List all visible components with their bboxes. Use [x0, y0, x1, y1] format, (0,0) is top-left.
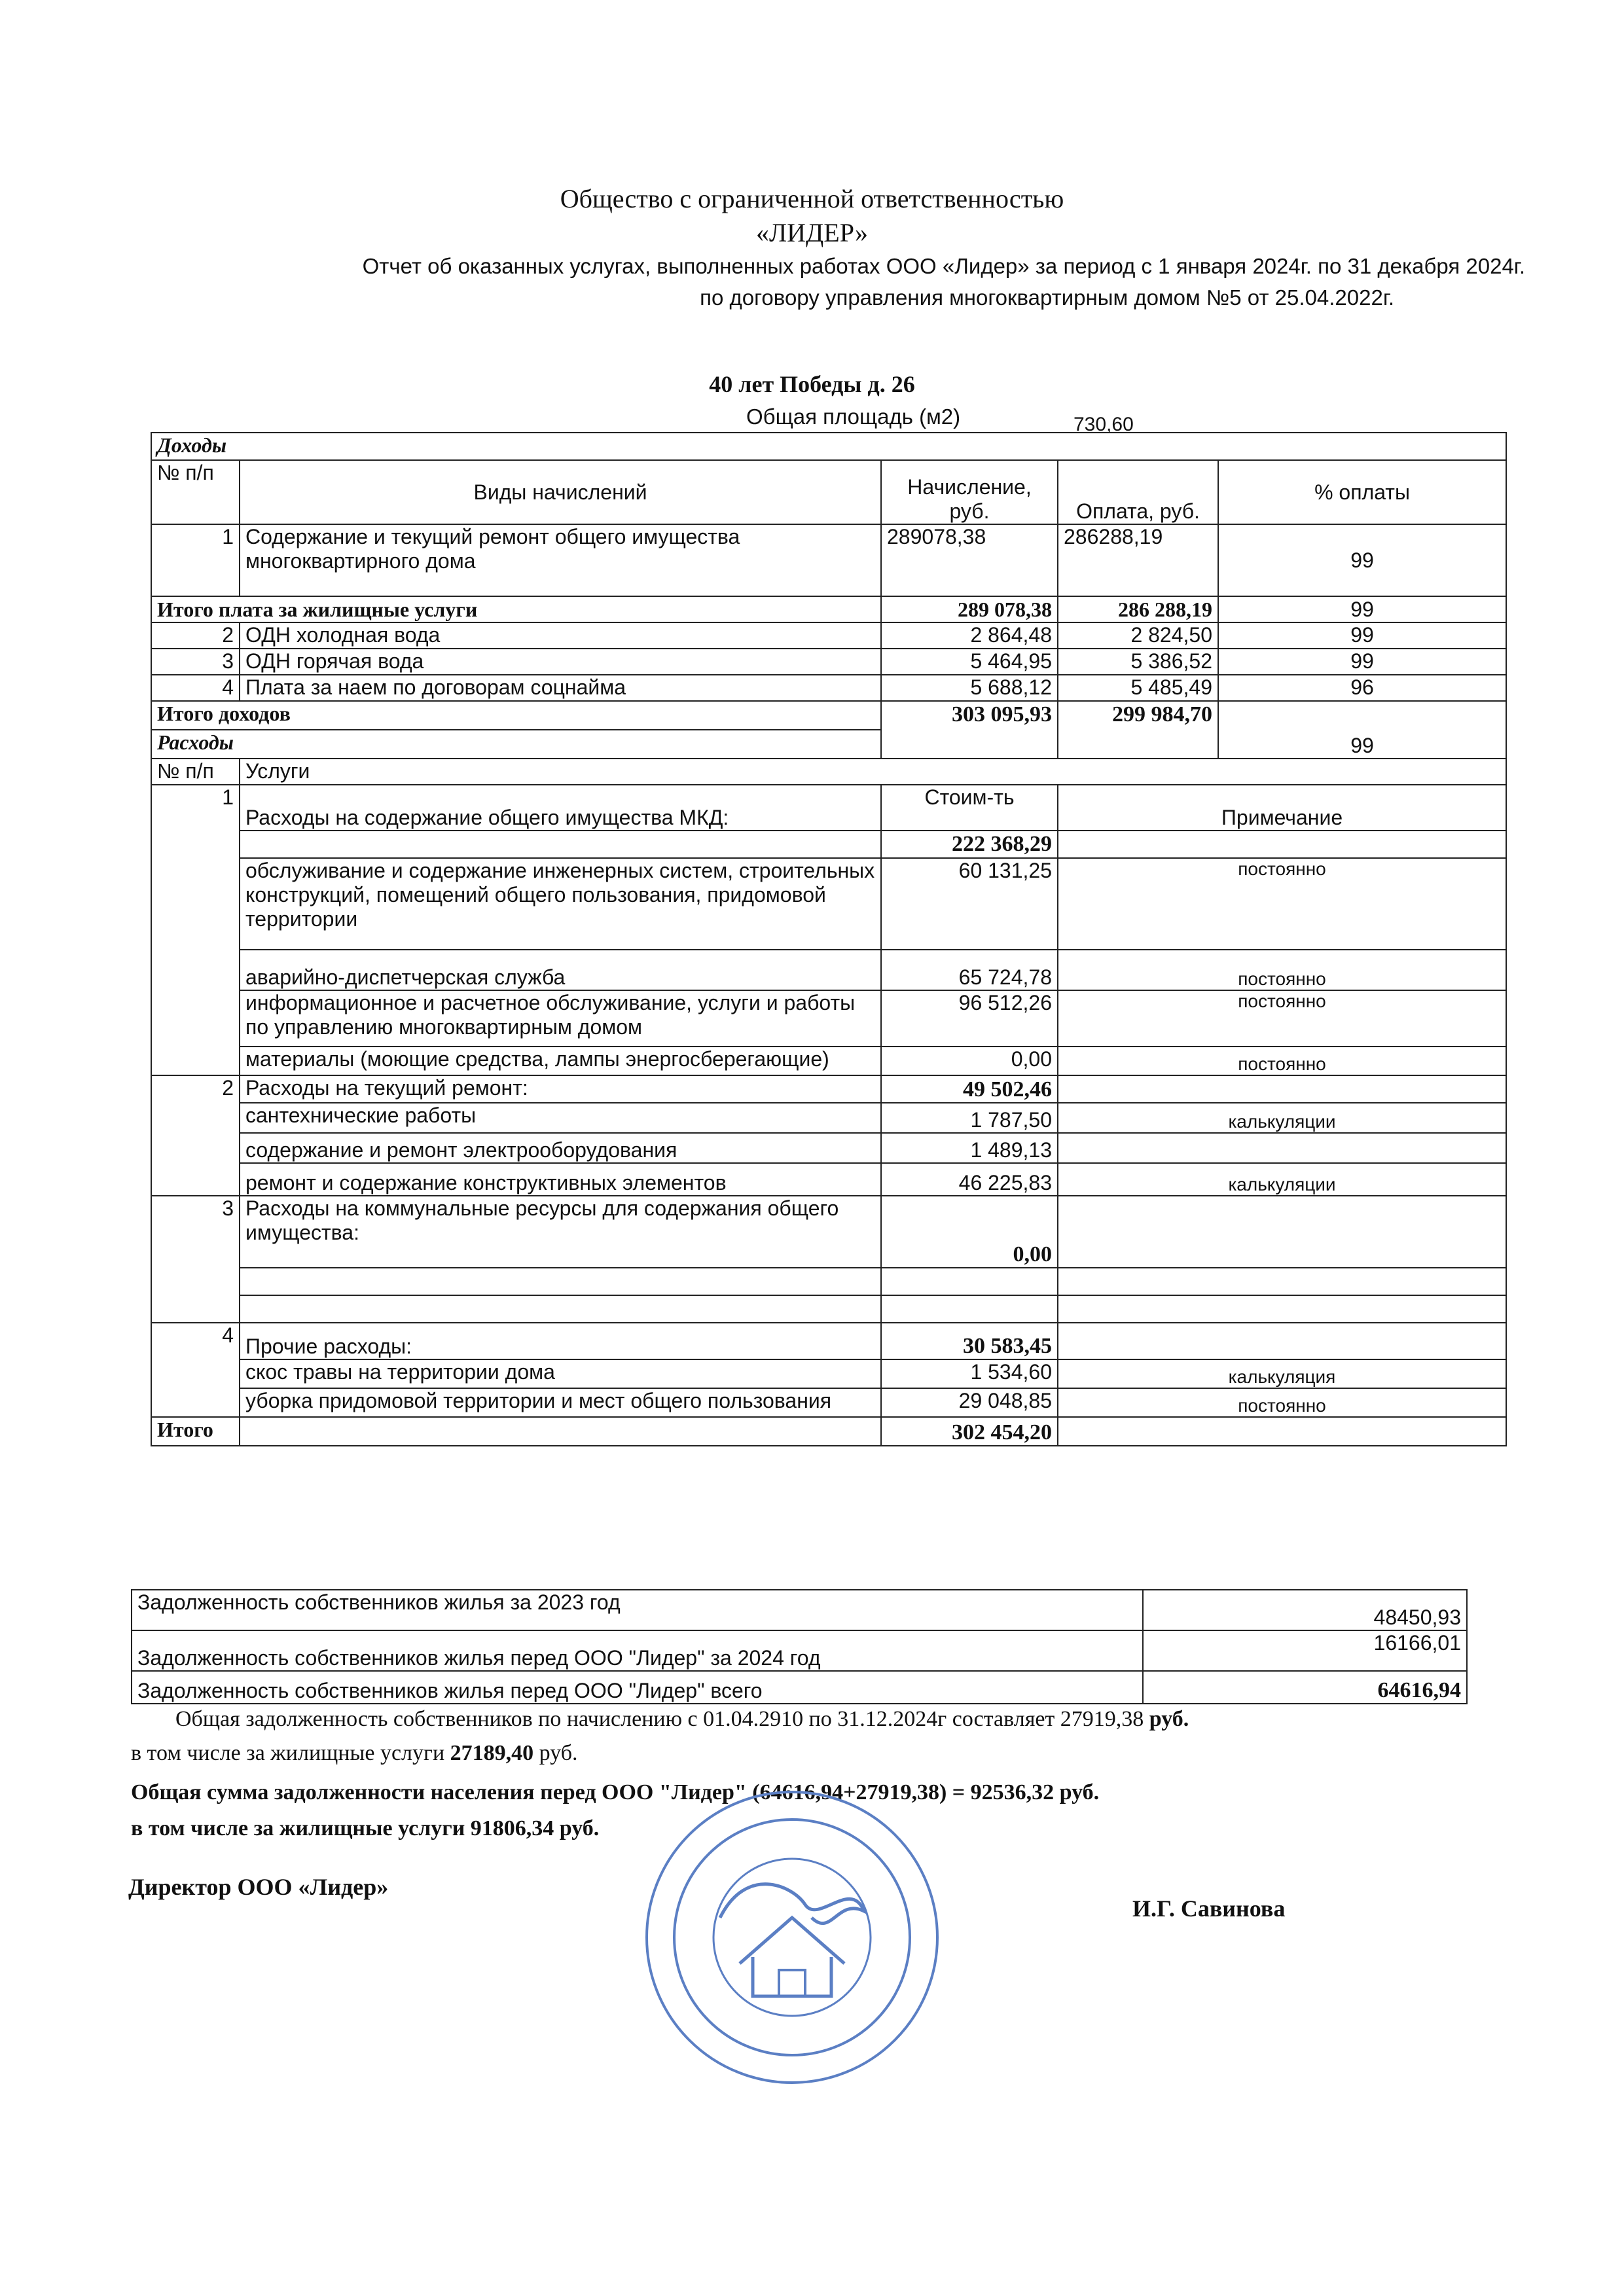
table-row: [151, 1268, 1506, 1295]
income-section-label: Доходы: [151, 433, 1506, 460]
table-row: Задолженность собственников жилья перед ООО "Лидер" всего 64616,94: [132, 1671, 1467, 1704]
table-row: [151, 1295, 1506, 1323]
income-section-row: [151, 433, 1506, 460]
director-title: Директор ООО «Лидер»: [128, 1874, 389, 1900]
area-value: 730,60: [1074, 414, 1134, 435]
table-row: 2 ОДН холодная вода 2 864,48 2 824,50 99: [151, 622, 1506, 649]
col-charge-header: Начисление, руб.: [881, 460, 1058, 524]
expense-group-row: 1 Расходы на содержание общего имущества МКД: Стоим-ть Примечание: [151, 785, 1506, 831]
col-note-header: Примечание: [1058, 785, 1506, 831]
col-pct-header: % оплаты: [1218, 460, 1506, 524]
table-row: 3 ОДН горячая вода 5 464,95 5 386,52 99: [151, 649, 1506, 675]
housing-sum-note: в том числе за жилищные услуги 91806,34 руб.: [131, 1816, 600, 1840]
table-row: содержание и ремонт электрооборудования 1 489,13: [151, 1133, 1506, 1163]
org-name-line2: «ЛИДЕР»: [756, 218, 868, 247]
income-total-row: Итого доходов 303 095,93 299 984,70 99: [151, 701, 1506, 730]
house-address: 40 лет Победы д. 26: [709, 371, 915, 397]
expense-group-row: 3 Расходы на коммунальные ресурсы для содержания общего имущества: 0,00: [151, 1196, 1506, 1268]
table-row: 4 Плата за наем по договорам соцнайма 5 688,12 5 485,49 96: [151, 675, 1506, 701]
housing-total-row: Итого плата за жилищные услуги 289 078,38 286 288,19 99: [151, 596, 1506, 622]
table-row: ремонт и содержание конструктивных элементов 46 225,83 калькуляции: [151, 1163, 1506, 1196]
expenses-header-row: [151, 759, 1506, 785]
col-service-header: Услуги: [240, 759, 1506, 785]
col-cost-header: Стоим-ть: [881, 785, 1058, 831]
col-num-header: № п/п: [151, 759, 240, 785]
table-row: материалы (моющие средства, лампы энергосберегающие) 0,00 постоянно: [151, 1047, 1506, 1075]
income-total-label: Итого доходов: [151, 701, 881, 730]
total-sum-note: Общая сумма задолженности населения перед ООО "Лидер" (64616,94+27919,38) = 92536,32 руб.: [131, 1780, 1100, 1804]
director-name: И.Г. Савинова: [1132, 1895, 1286, 1922]
table-row: уборка придомовой территории и мест общего пользования 29 048,85 постоянно: [151, 1388, 1506, 1417]
org-name-line1: Общество с ограниченной ответственностью: [560, 184, 1064, 213]
expenses-total-value: 302 454,20: [881, 1417, 1058, 1446]
table-row: обслуживание и содержание инженерных систем, строительных конструкций, помещений общего пользования, придомовой территории 60 131,25 постоянно: [151, 858, 1506, 950]
expense-subtotal-row: 222 368,29: [151, 831, 1506, 858]
total-debt-note: Общая задолженность собственников по начислению с 01.04.2910 по 31.12.2024г составляет 27919,38 руб.: [175, 1707, 1189, 1731]
report-table: [151, 432, 1507, 1446]
report-title: Отчет об оказанных услугах, выполненных работах ООО «Лидер» за период с 1 января 2024г. по 31 декабря 2024г.: [362, 254, 1525, 278]
company-seal-icon: [641, 1787, 943, 2088]
table-row: информационное и расчетное обслуживание, услуги и работы по управлению многоквартирным домом 96 512,26 постоянно: [151, 990, 1506, 1047]
table-row: скос травы на территории дома 1 534,60 калькуляция: [151, 1359, 1506, 1388]
housing-debt-note: в том числе за жилищные услуги 27189,40 руб.: [131, 1741, 578, 1765]
expenses-total-row: [151, 1417, 1506, 1446]
table-row: Задолженность собственников жилья перед ООО "Лидер" за 2024 год 16166,01: [132, 1630, 1467, 1671]
expenses-total-label: Итого: [151, 1417, 240, 1446]
col-type-header: Виды начислений: [240, 460, 881, 524]
col-num-header: № п/п: [151, 460, 240, 524]
table-row: 1 Содержание и текущий ремонт общего имущества многоквартирного дома 289078,38 286288,19 99: [151, 524, 1506, 596]
area-label: Общая площадь (м2): [746, 404, 961, 429]
table-row: аварийно-диспетчерская служба 65 724,78 постоянно: [151, 950, 1506, 990]
expense-group-row: 4 Прочие расходы: 30 583,45: [151, 1323, 1506, 1359]
contract-line: по договору управления многоквартирным домом №5 от 25.04.2022г.: [700, 285, 1394, 310]
debt-table: [131, 1589, 1468, 1704]
table-row: Задолженность собственников жилья за 2023 год 48450,93: [132, 1590, 1467, 1630]
table-row: сантехнические работы 1 787,50 калькуляции: [151, 1103, 1506, 1133]
income-header-row: [151, 460, 1506, 524]
expense-group-row: 2 Расходы на текущий ремонт: 49 502,46: [151, 1075, 1506, 1103]
col-paid-header: Оплата, руб.: [1058, 460, 1218, 524]
expenses-section-label: Расходы: [151, 730, 881, 759]
